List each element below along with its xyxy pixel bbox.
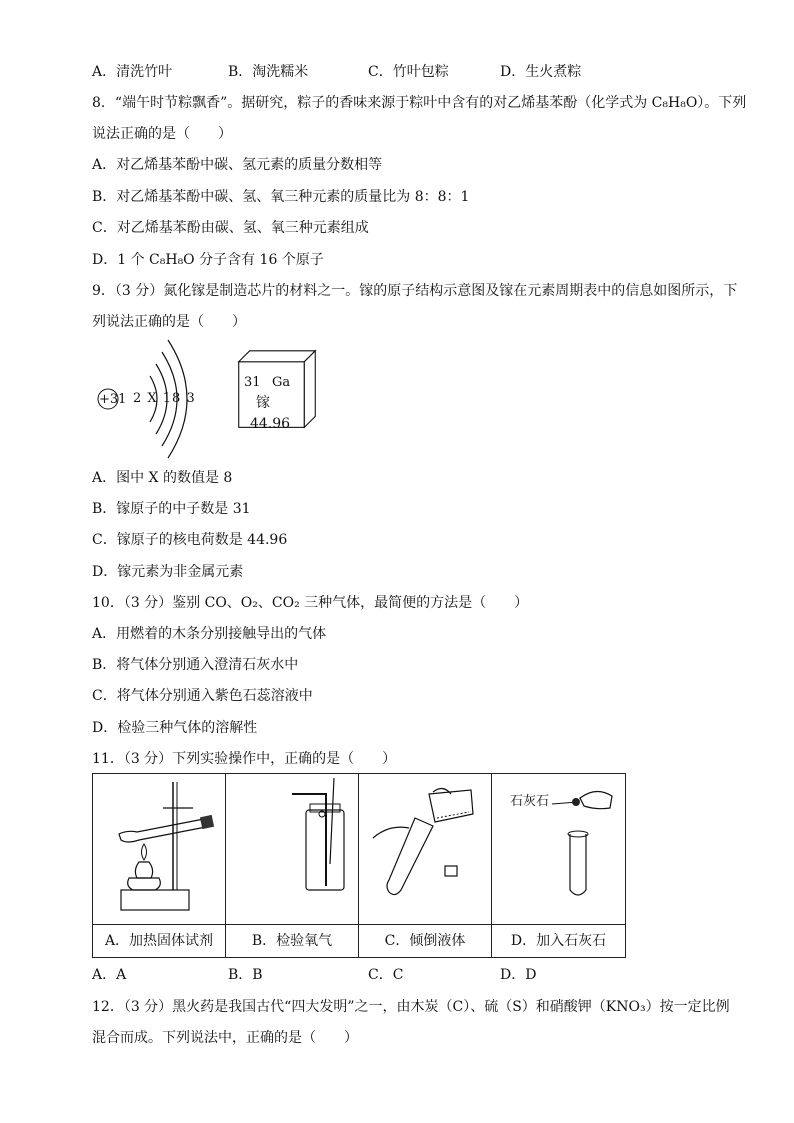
q7-option-c: C．竹叶包粽	[368, 64, 449, 80]
element-symbol: Ga	[272, 375, 291, 390]
q8-option-d: D．1 个 C₈H₈O 分子含有 16 个原子	[92, 252, 324, 268]
element-mass: 44.96	[250, 416, 291, 432]
q11-stem: 11．（3 分）下列实验操作中，正确的是（ ）	[92, 751, 397, 767]
q11-cell-a	[93, 774, 226, 957]
pouring-liquid-illustration	[359, 774, 491, 924]
q11-caption-d: D．加入石灰石	[492, 924, 625, 957]
q11-cell-d	[492, 774, 625, 957]
q11-option-c: C．C	[368, 967, 404, 983]
q11-cell-c	[359, 774, 492, 957]
oxygen-test-illustration	[226, 774, 358, 924]
q7-option-d: D．生火煮粽	[500, 64, 582, 80]
q11-figure-table	[92, 773, 626, 958]
q9-option-c: C．镓原子的核电荷数是 44.96	[92, 532, 288, 548]
q11-caption-c: C．倾倒液体	[359, 924, 491, 957]
q10-option-c: C．将气体分别通入紫色石蕊溶液中	[92, 688, 313, 704]
q10-option-a: A．用燃着的木条分别接触导出的气体	[92, 626, 327, 642]
q10-stem: 10．（3 分）鉴别 CO、O₂、CO₂ 三种气体，最简便的方法是（ ）	[92, 595, 529, 611]
q12-stem-line2: 混合而成。下列说法中，正确的是（ ）	[92, 1030, 358, 1046]
adding-limestone-illustration	[492, 774, 624, 924]
q8-option-c: C．对乙烯基苯酚由碳、氢、氧三种元素组成	[92, 220, 369, 236]
q9-option-d: D．镓元素为非金属元素	[92, 564, 244, 580]
q9-stem-line2: 列说法正确的是（ ）	[92, 314, 246, 330]
q9-stem-line1: 9．（3 分）氮化镓是制造芯片的材料之一。镓的原子结构示意图及镓在元素周期表中的信息如图所示，下	[92, 283, 738, 299]
q10-option-d: D．检验三种气体的溶解性	[92, 720, 258, 736]
element-number: 31	[244, 375, 261, 390]
q11-option-a: A．A	[92, 967, 127, 983]
q11-cell-b	[226, 774, 359, 957]
atom-nucleus-label: +31	[99, 392, 127, 407]
q11-caption-a: A．加热固体试剂	[93, 924, 225, 957]
q11-option-b: B．B	[228, 967, 263, 983]
limestone-label: 石灰石	[510, 794, 550, 809]
atom-shells-label: 2 X 18 3	[133, 391, 196, 406]
q8-option-b: B．对乙烯基苯酚中碳、氢、氧三种元素的质量比为 8：8：1	[92, 189, 470, 205]
q8-stem-line1: 8．“端午时节粽飘香”。据研究，粽子的香味来源于粽叶中含有的对乙烯基苯酚（化学式为 C₈H₈O）。下列	[92, 95, 747, 111]
q8-option-a: A．对乙烯基苯酚中碳、氢元素的质量分数相等	[92, 157, 383, 173]
q8-stem-line2: 说法正确的是（ ）	[92, 126, 232, 142]
q11-option-d: D．D	[500, 967, 537, 983]
heating-apparatus-illustration	[93, 774, 225, 924]
q7-option-a: A．清洗竹叶	[92, 64, 173, 80]
q11-caption-b: B．检验氧气	[226, 924, 358, 957]
q10-option-b: B．将气体分别通入澄清石灰水中	[92, 657, 299, 673]
q7-option-b: B．淘洗糯米	[228, 64, 309, 80]
q9-option-a: A．图中 X 的数值是 8	[92, 470, 233, 486]
element-name: 镓	[256, 395, 270, 411]
q9-option-b: B．镓原子的中子数是 31	[92, 501, 251, 517]
q12-stem-line1: 12．（3 分）黑火药是我国古代“四大发明”之一，由木炭（C）、硫（S）和硝酸钾（KNO₃）按一定比例	[92, 999, 730, 1015]
